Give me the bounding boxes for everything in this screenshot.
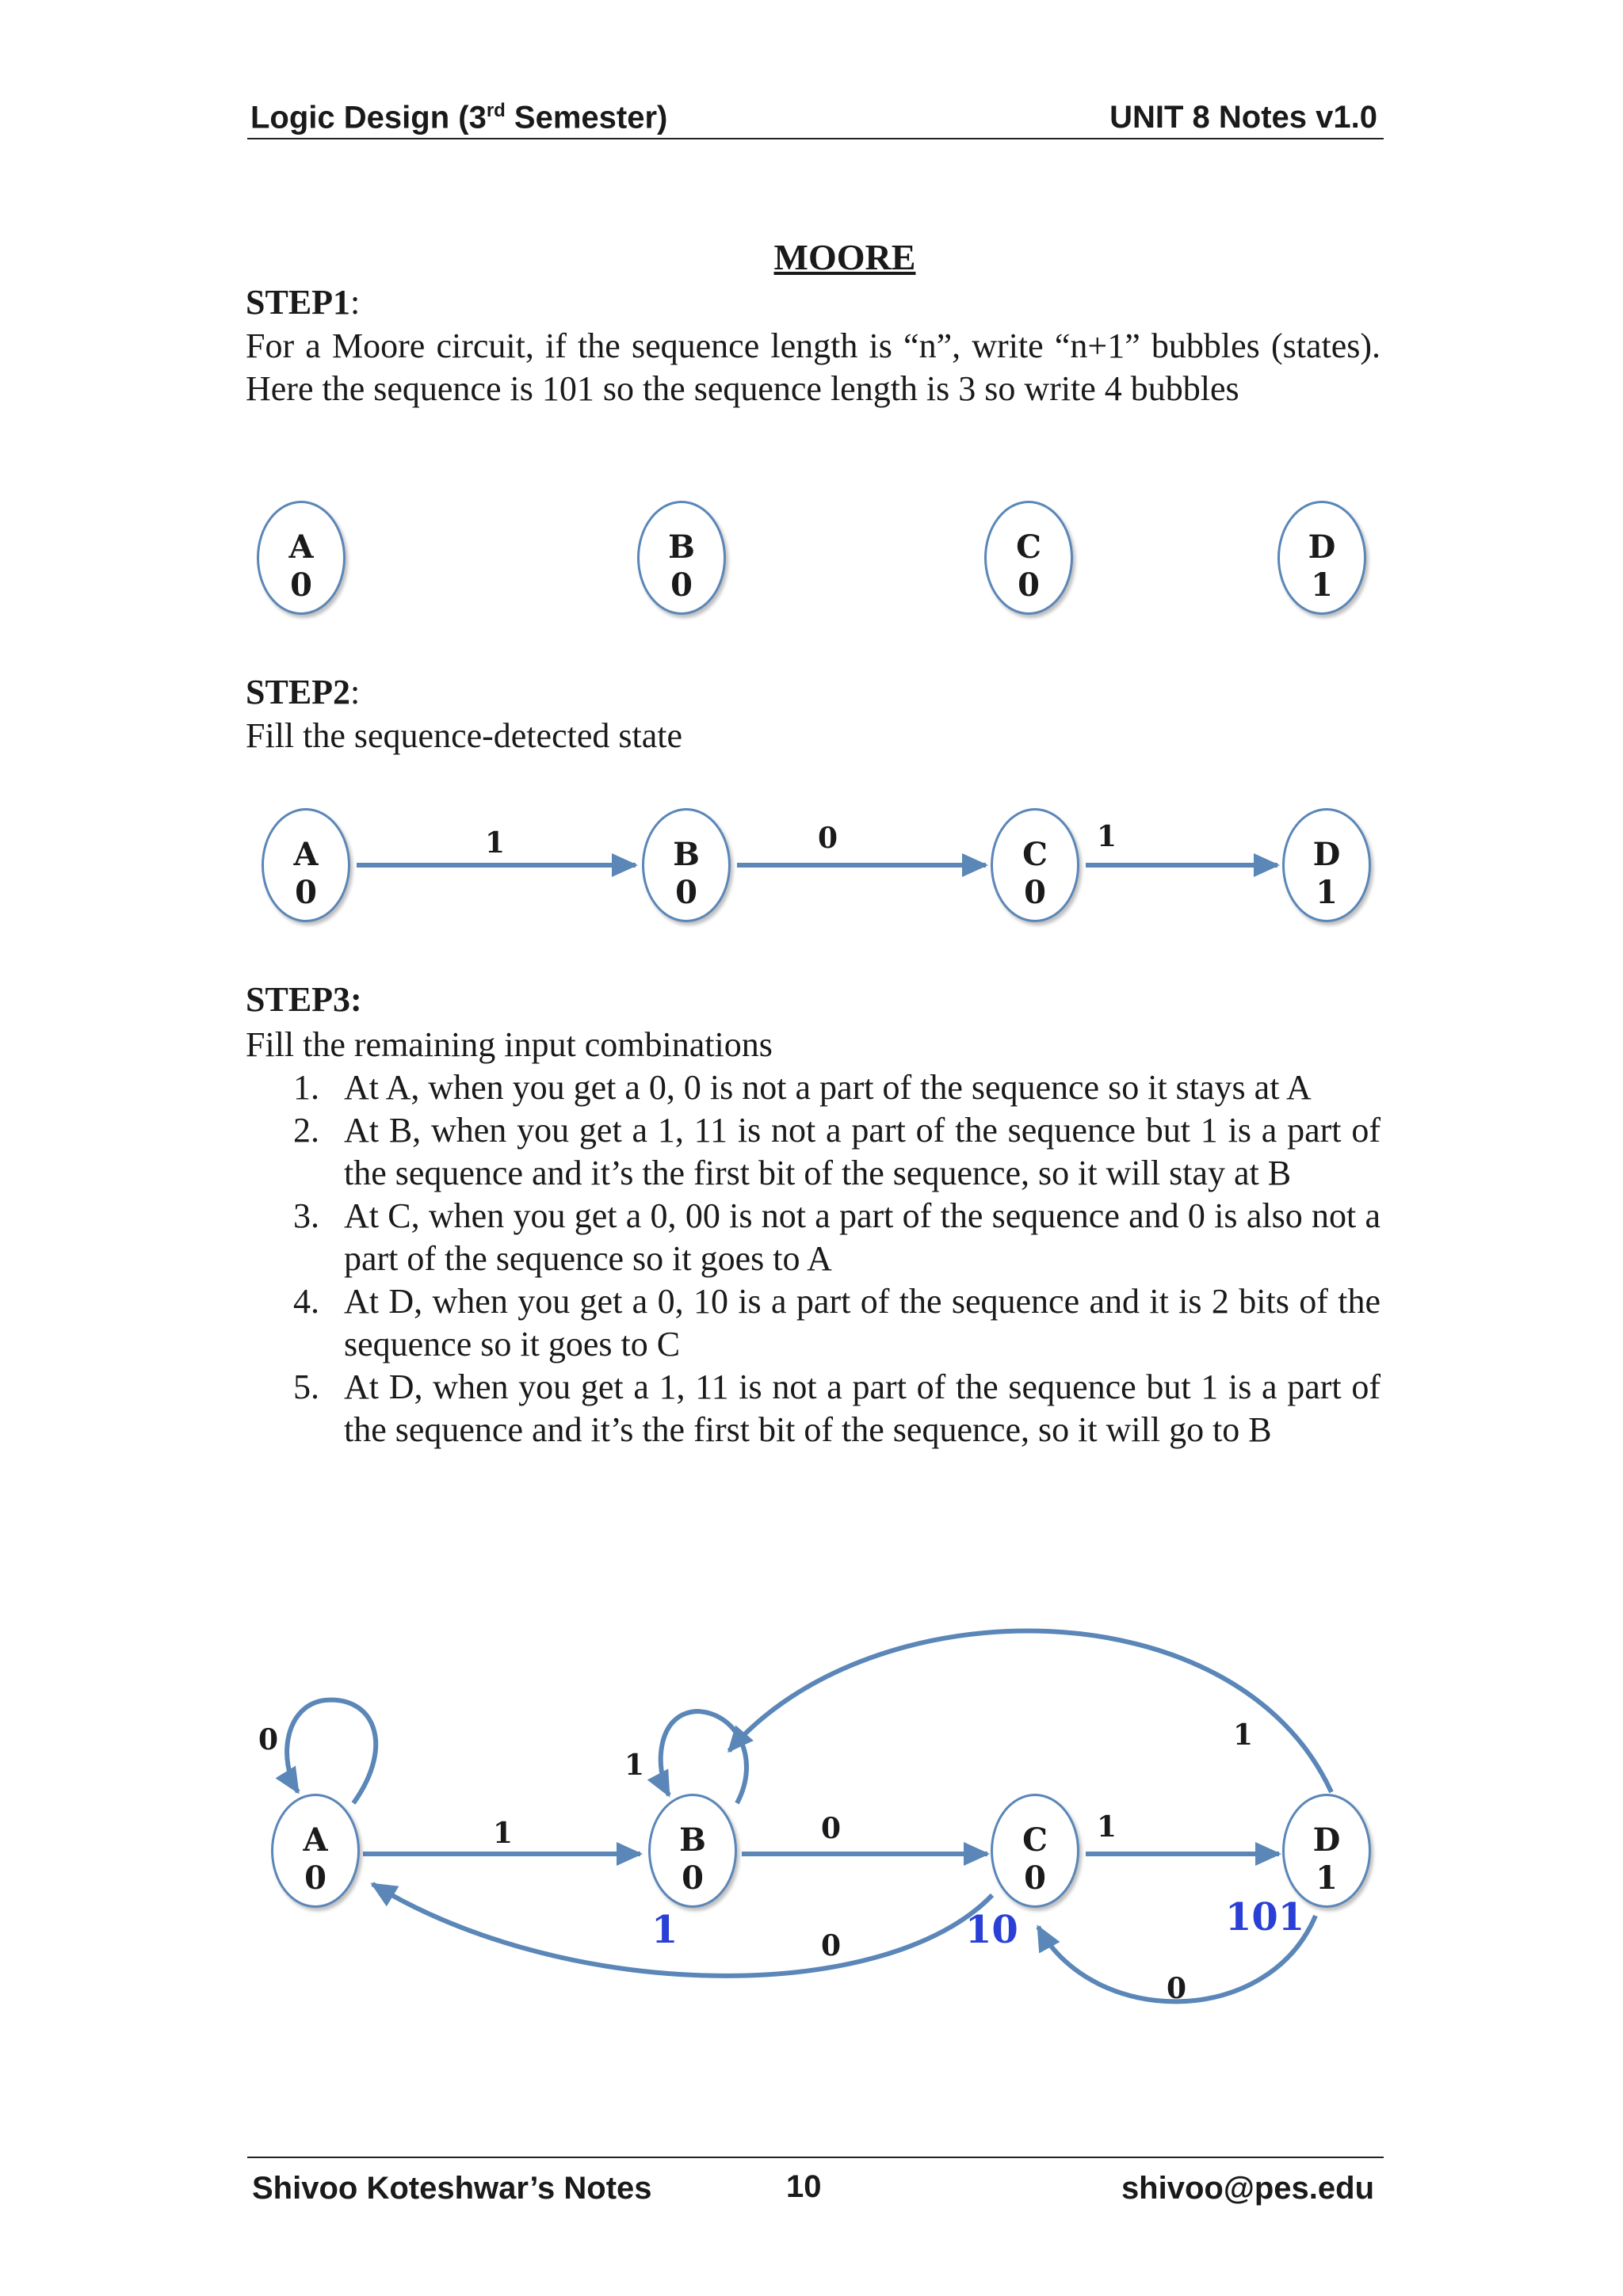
edge-d-b xyxy=(729,1630,1331,1792)
edge-label: 1 xyxy=(1097,820,1117,853)
state-a-bubble: A 0 xyxy=(257,501,346,615)
state-c-bubble: C 0 xyxy=(991,1794,1079,1908)
header-unit: UNIT 8 Notes v1.0 xyxy=(1109,100,1377,135)
state-c-bubble: C 0 xyxy=(991,808,1079,922)
progress-label: 101 xyxy=(1225,1895,1305,1939)
progress-label: 1 xyxy=(651,1908,678,1952)
state-c-bubble: C 0 xyxy=(984,501,1073,615)
edge-label: 1 xyxy=(624,1749,645,1782)
state-d-bubble: D 1 xyxy=(1282,808,1371,922)
state-b-bubble: B 0 xyxy=(637,501,726,615)
list-item: 4. At D, when you get a 0, 10 is a part of the sequence and it is 2 bits of the sequence so it goes to C xyxy=(293,1282,1381,1363)
step1-text: For a Moore circuit, if the sequence length is “n”, write “n+1” bubbles (states). Here the sequence is 101 so the sequence length is 3 so write 4 bubbles xyxy=(246,326,1381,408)
edge-b-self xyxy=(661,1711,747,1803)
state-d-bubble: D 1 xyxy=(1277,501,1366,615)
edge-label: 1 xyxy=(1233,1718,1254,1752)
edge-label: 0 xyxy=(821,1812,842,1845)
list-item: 1. At A, when you get a 0, 0 is not a part of the sequence so it stays at A xyxy=(293,1068,1312,1107)
edge-label: 0 xyxy=(1167,1972,1187,2005)
step1-heading: STEP1: xyxy=(246,283,361,322)
state-a-bubble: A 0 xyxy=(262,808,350,922)
page-title: MOORE xyxy=(773,237,916,277)
edge-label: 1 xyxy=(1097,1810,1117,1844)
list-item: 2. At B, when you get a 1, 11 is not a part of the sequence but 1 is a part of the sequence and it’s the first bit of the sequence, so it will stay at B xyxy=(293,1111,1381,1192)
page-number: 10 xyxy=(786,2169,822,2204)
edge-a-self xyxy=(287,1700,376,1803)
progress-label: 10 xyxy=(965,1908,1018,1952)
step3-text: Fill the remaining input combinations xyxy=(246,1025,773,1064)
edge-label: 0 xyxy=(818,822,838,855)
edge-label: 0 xyxy=(258,1723,279,1756)
state-b-bubble: B 0 xyxy=(648,1794,737,1908)
step3-heading: STEP3: xyxy=(246,980,362,1019)
page-footer xyxy=(247,2157,1384,2206)
state-b-bubble: B 0 xyxy=(642,808,731,922)
footer-author: Shivoo Koteshwar’s Notes xyxy=(252,2171,652,2206)
header-course: Logic Design (3rd Semester) xyxy=(250,100,668,135)
footer-email: shivoo@pes.edu xyxy=(1121,2171,1374,2206)
list-item: 5. At D, when you get a 1, 11 is not a part of the sequence but 1 is a part of the sequence and it’s the first bit of the sequence, so it will go to B xyxy=(293,1367,1381,1449)
state-a-bubble: A 0 xyxy=(271,1794,360,1908)
edge-label: 0 xyxy=(821,1929,842,1962)
step2-text: Fill the sequence-detected state xyxy=(246,716,682,755)
edge-label: 1 xyxy=(493,1817,514,1850)
step2-heading: STEP2: xyxy=(246,673,361,711)
edge-label: 1 xyxy=(485,826,506,860)
state-d-bubble: D 1 xyxy=(1282,1794,1371,1908)
list-item: 3. At C, when you get a 0, 00 is not a part of the sequence and 0 is also not a part of the sequence so it goes to A xyxy=(293,1196,1381,1278)
